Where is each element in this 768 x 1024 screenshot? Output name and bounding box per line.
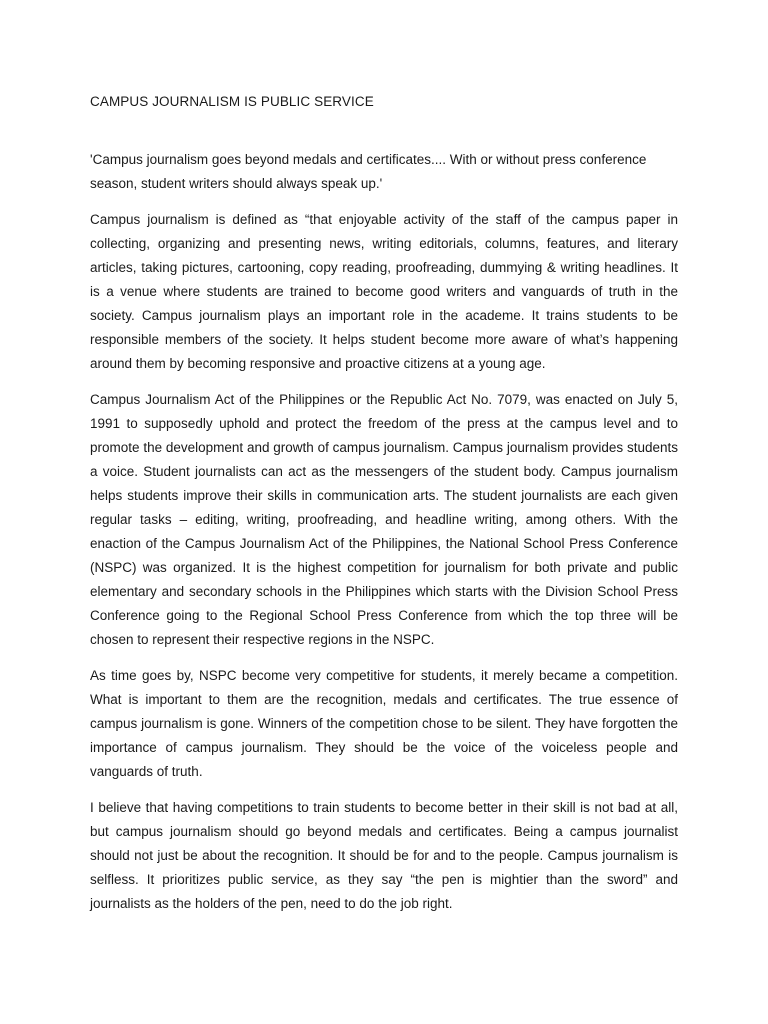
- paragraph-campus-journalism-act: Campus Journalism Act of the Philippines or the Republic Act No. 7079, was enacted on July 5, 1991 to supposedly uphold and protect the freedom of the press at the campus level and to promote the development and growth of campus journalism. Campus journalism provides students a voice. Student journalists can act as the messengers of the student body. Campus journalism helps students improve their skills in communication arts. The student journalists are each given regular tasks – editing, writing, proofreading, and headline writing, among others. With the enaction of the Campus Journalism Act of the Philippines, the National School Press Conference (NSPC) was organized. It is the highest competition for journalism for both private and public elementary and secondary schools in the Philippines which starts with the Division School Press Conference going to the Regional School Press Conference from which the top three will be chosen to represent their respective regions in the NSPC.: [90, 392, 678, 647]
- paragraph-epigraph: 'Campus journalism goes beyond medals and certificates.... With or without press conference season, student writers should always speak up.': [90, 152, 647, 191]
- document-page: [90, 92, 678, 928]
- paragraph-nspc-competition: As time goes by, NSPC become very competitive for students, it merely became a competition. What is important to them are the recognition, medals and certificates. The true essence of campus journalism is gone. Winners of the competition chose to be silent. They have forgotten the importance of campus journalism. They should be the voice of the voiceless people and vanguards of truth.: [90, 668, 678, 779]
- paragraph-conclusion: I believe that having competitions to train students to become better in their skill is not bad at all, but campus journalism should go beyond medals and certificates. Being a campus journalist should not just be about the recognition. It should be for and to the people. Campus journalism is selfless. It prioritizes public service, as they say “the pen is mightier than the sword” and journalists as the holders of the pen, need to do the job right.: [90, 800, 678, 911]
- document-title: CAMPUS JOURNALISM IS PUBLIC SERVICE: [90, 94, 374, 109]
- paragraph-definition: Campus journalism is defined as “that enjoyable activity of the staff of the campus paper in collecting, organizing and presenting news, writing editorials, columns, features, and literary articles, taking pictures, cartooning, copy reading, proofreading, dummying & writing headlines. It is a venue where students are trained to become good writers and vanguards of truth in the society. Campus journalism plays an important role in the academe. It trains students to be responsible members of the society. It helps student become more aware of what’s happening around them by becoming responsive and proactive citizens at a young age.: [90, 212, 678, 371]
